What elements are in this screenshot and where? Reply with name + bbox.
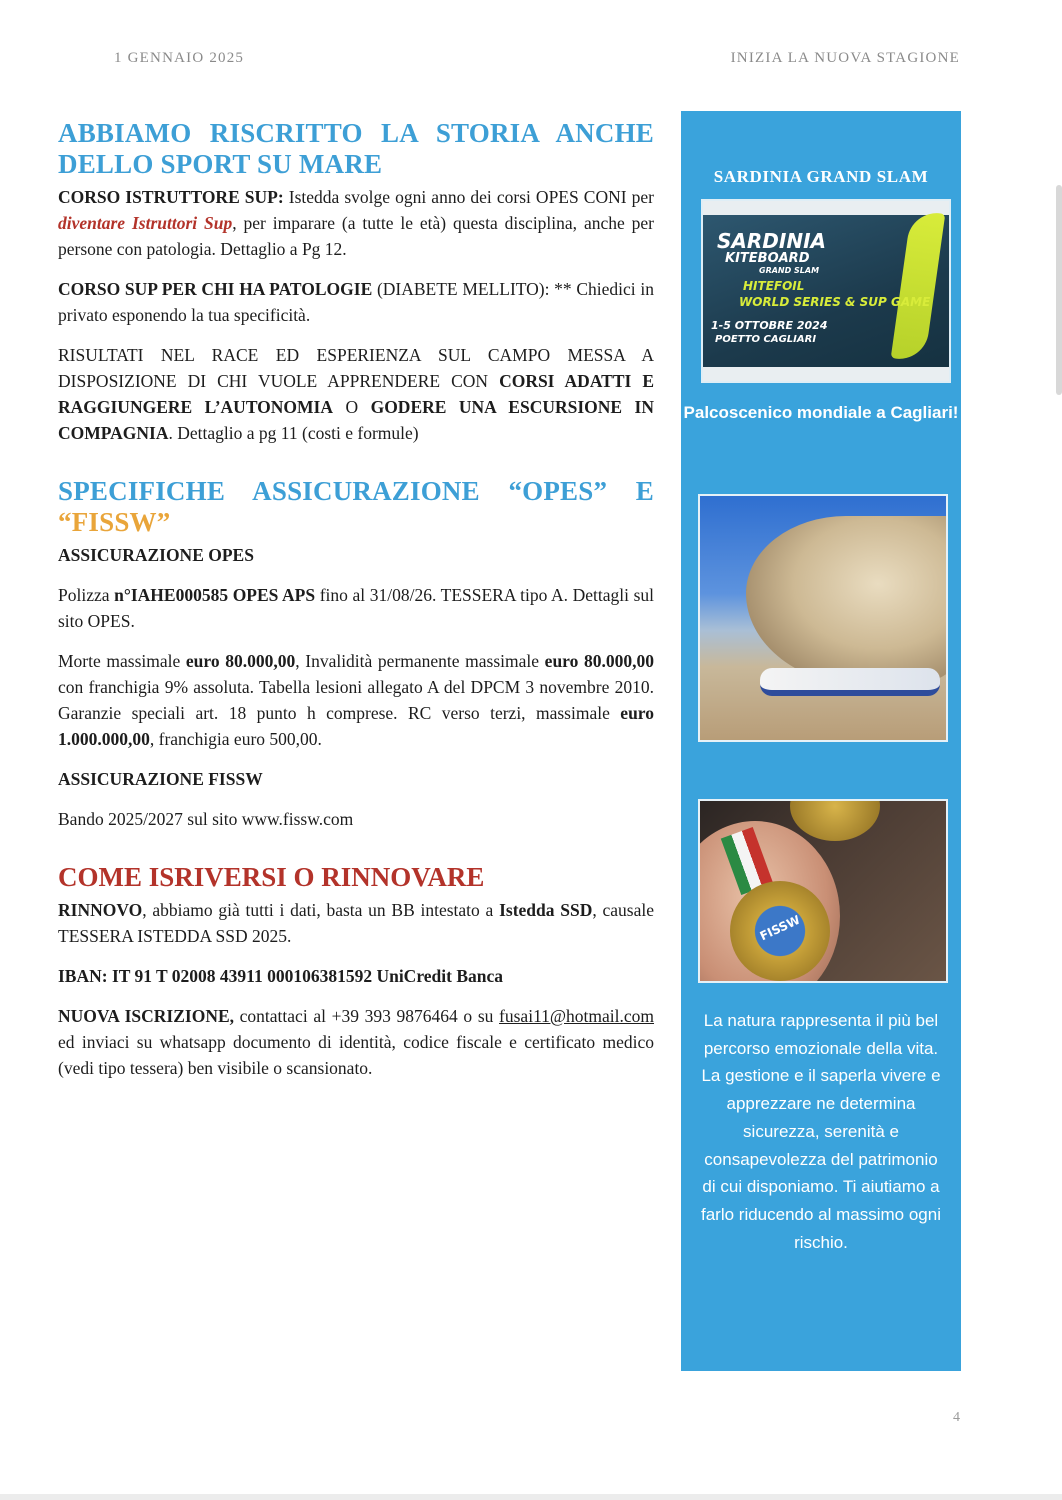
- kite-graphic: [891, 209, 946, 362]
- fissw-paragraph: Bando 2025/2027 sul sito www.fissw.com: [58, 809, 354, 829]
- sidebar-title: SARDINIA GRAND SLAM: [713, 167, 929, 186]
- opes-subheading: ASSICURAZIONE OPES: [58, 545, 254, 565]
- course-instructor-paragraph: [58, 184, 654, 262]
- email-link[interactable]: fusai11@hotmail.com: [499, 1006, 655, 1026]
- coverage-amount-1: euro 80.000,00: [185, 651, 296, 671]
- new-registration-label: NUOVA ISCRIZIONE,: [58, 1006, 235, 1026]
- section2-heading-b: “FISSW”: [58, 507, 171, 537]
- course-instructor-text-a: Istedda svolge ogni anno dei corsi OPES CONI per: [283, 187, 654, 207]
- medal-secondary: [790, 799, 880, 841]
- section3-heading: COME ISRIVERSI O RINNOVARE: [58, 862, 485, 892]
- results-text-c: . Dettaglio a pg 11 (costi e formule): [168, 423, 419, 443]
- section1-heading: ABBIAMO RISCRITTO LA STORIA ANCHE DELLO SPORT SU MARE: [58, 118, 654, 179]
- instructor-link[interactable]: diventare Istruttori Sup: [58, 213, 233, 233]
- poster-sponsor-strip-bottom: [703, 367, 949, 381]
- main-column: [58, 118, 654, 1095]
- renewal-text-a: , abbiamo già tutti i dati, basta un BB intestato a: [142, 900, 500, 920]
- results-text-b: O: [333, 397, 371, 417]
- page-number: 4: [953, 1410, 960, 1425]
- course-pathology-paragraph: [58, 276, 654, 328]
- opes-policy-number: n°IAHE000585 OPES APS: [114, 585, 316, 605]
- sidebar-quote: La natura rappresenta il più bel percorso emozionale della vita. La gestione e il saperla vivere e apprezzare ne determina sicurezza, serenità e consapevolezza del patrimonio di cui disponiamo. Ti aiutiamo a farlo riducendo al massimo ogni rischio.: [700, 1011, 941, 1252]
- course-pathology-text: (DIABETE MELLITO): ** Chiedici in privato esponendo la tua specificità.: [58, 279, 654, 325]
- event-poster-image: [701, 199, 951, 383]
- new-registration-paragraph: [58, 1003, 654, 1081]
- renewal-label: RINNOVO: [58, 900, 143, 920]
- results-bold-1: CORSI ADATTI E RAGGIUNGERE L’AUTONOMIA: [58, 371, 654, 417]
- cliff-rock: [746, 516, 948, 686]
- poster-line-5: WORLD SERIES & SUP GAME: [739, 295, 931, 309]
- section2-heading-a: SPECIFICHE ASSICURAZIONE “OPES” E: [58, 476, 654, 506]
- poster-line-7: POETTO CAGLIARI: [715, 334, 817, 345]
- poster-line-6: 1-5 OTTOBRE 2024: [711, 319, 828, 332]
- renewal-beneficiary: Istedda SSD: [499, 900, 593, 920]
- sup-boat: [760, 668, 940, 696]
- page-bottom-edge: [0, 1494, 1062, 1500]
- results-bold-2: GODERE UNA ESCURSIONE IN COMPAGNIA: [58, 397, 654, 443]
- results-text-a: RISULTATI NEL RACE ED ESPERIENZA SUL CAMPO MESSA A DISPOSIZIONE DI CHI VUOLE APPRENDERE CON: [58, 345, 654, 391]
- course-instructor-text-b: , per imparare (a tutte le età) questa disciplina, anche per persone con patologia. Dettaglio a Pg 12.: [58, 213, 654, 259]
- poster-line-3: GRAND SLAM: [759, 266, 820, 275]
- opes-policy-text-b: fino al 31/08/26. TESSERA tipo A. Dettagli sul sito OPES.: [58, 585, 655, 631]
- medal-photo: [698, 799, 948, 983]
- header-date: 1 GENNAIO 2025: [114, 50, 245, 66]
- new-registration-text-b: ed inviaci su whatsapp documento di identità, codice fiscale e certificato medico (vedi tipo tessera) ben visibile o scansionato.: [58, 1032, 654, 1078]
- poster-line-4: HITEFOIL: [743, 279, 805, 293]
- opes-policy-paragraph: [58, 582, 654, 634]
- header-title: INIZIA LA NUOVA STAGIONE: [730, 50, 960, 66]
- renewal-paragraph: [58, 897, 654, 949]
- beach-boat-photo: [698, 494, 948, 742]
- coverage-text-c: con franchigia 9% assoluta. Tabella lesioni allegato A del DPCM 3 novembre 2010. Garanzie speciali art. 18 punto h comprese. RC verso terzi, massimale: [58, 677, 654, 723]
- medal-text: FISSW: [757, 912, 803, 944]
- section2-heading: [58, 476, 654, 538]
- coverage-amount-3: euro 1.000.000,00: [58, 703, 654, 749]
- fissw-subheading: ASSICURAZIONE FISSW: [58, 769, 263, 789]
- poster-line-1: SARDINIA: [717, 229, 826, 253]
- renewal-text-b: , causale TESSERA ISTEDDA SSD 2025.: [58, 900, 654, 946]
- opes-coverage-paragraph: [58, 648, 654, 752]
- poster-sponsor-strip-top: [703, 201, 949, 215]
- sidebar-panel: [681, 111, 961, 1371]
- course-instructor-label: CORSO ISTRUTTORE SUP:: [58, 187, 284, 207]
- opes-policy-text-a: Polizza: [58, 585, 115, 605]
- sidebar-caption: Palcoscenico mondiale a Cagliari!: [683, 403, 959, 422]
- results-paragraph: [58, 342, 654, 446]
- course-pathology-label: CORSO SUP PER CHI HA PATOLOGIE: [58, 279, 373, 299]
- coverage-amount-2: euro 80.000,00: [544, 651, 654, 671]
- coverage-text-b: , Invalidità permanente massimale: [295, 651, 545, 671]
- coverage-text-a: Morte massimale: [58, 651, 186, 671]
- fissw-medal: [730, 881, 830, 981]
- coverage-text-d: , franchigia euro 500,00.: [149, 729, 322, 749]
- iban-line: IBAN: IT 91 T 02008 43911 000106381592 UniCredit Banca: [58, 966, 504, 986]
- new-registration-text-a: contattaci al +39 393 9876464 o su: [234, 1006, 500, 1026]
- page-scroll-edge: [1056, 185, 1062, 395]
- poster-line-2: KITEBOARD: [725, 251, 810, 266]
